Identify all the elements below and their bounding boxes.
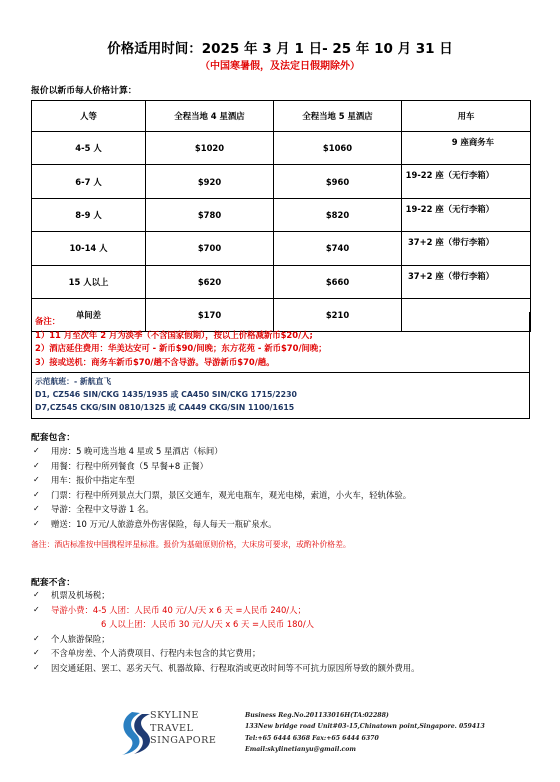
check-icon: ✓ [33,475,40,484]
price-table [31,100,531,332]
star5-price-cell: $660 [274,265,402,298]
check-icon: ✓ [33,504,40,513]
group-cell: 6-7 人 [32,165,146,198]
list-item: ✓ 用房：5 晚可选当地 4 星或 5 星酒店（标间） [31,444,411,459]
flight-line: D7,CZ545 CKG/SIN 0810/1325 或 CA449 CKG/SIN 1100/1615 [35,402,295,412]
remark-line: 3）接或送机：商务车新币$70/趟不含导游。导游新币$70/趟。 [35,356,275,367]
remark-line: 2）酒店延住费用：华美达安可 - 新币$90/间晚；东方花苑 - 新币$70/间晚； [35,343,327,354]
vehicle-cell: 37+2 座（带行李箱） [402,265,531,298]
table-row [32,265,531,298]
list-item: ✓ 用餐：行程中所列餐食（5 早餐+8 正餐） [31,459,411,474]
list-item: ✓ 导游：全程中文导游 1 名。 [31,502,411,517]
check-icon: ✓ [33,460,40,470]
list-item: 6 人以上团：人民币 30 元/人/天 x 6 天 =人民币 180/人 [101,619,315,629]
business-phone: Tel:+65 6444 6368 Fax:+65 6444 6370 [245,734,379,742]
included-list [31,444,411,531]
table-header-row [32,101,531,132]
list-item: ✓ 因交通延阻、罢工、恶劣天气、机器故障、行程取消或更改时间等不可抗力原因所导致的额外费用。 [31,661,420,676]
business-reg: Business Reg.No.201133016H(TA:02288) [245,712,389,719]
logo-line: SKYLINE [150,710,199,721]
star5-price-cell: $210 [274,298,402,331]
vehicle-cell: 19-22 座（无行李箱） [402,198,531,231]
check-icon: ✓ [33,648,40,657]
excluded-title: 配套不含： [31,578,75,588]
list-item: ✓ 用车：报价中指定车型 [31,473,411,488]
column-header: 人等 [32,101,146,132]
group-cell: 单间差 [32,298,146,331]
excluded-list [31,588,420,675]
included-title: 配套包含： [31,433,75,443]
list-item: ✓ 机票及机场税； [31,588,420,603]
remarks-box [31,312,530,419]
remarks-section [32,312,529,373]
check-icon: ✓ [33,633,40,643]
table-row [32,198,531,231]
business-email: Email:skylinetianyu@gmail.com [245,746,356,754]
group-cell: 4-5 人 [32,132,146,165]
star4-price-cell: $700 [146,232,274,265]
check-icon: ✓ [33,590,40,599]
star4-price-cell: $1020 [146,132,274,165]
star5-price-cell: $960 [274,165,402,198]
group-cell: 10-14 人 [32,232,146,265]
flights-section [32,373,529,418]
logo-line: SINGAPORE [150,735,217,746]
star4-price-cell: $780 [146,198,274,231]
vehicle-cell: 19-22 座（无行李箱） [402,165,531,198]
star4-price-cell: $170 [146,298,274,331]
star5-price-cell: $1060 [274,132,402,165]
column-header: 用车 [402,101,531,132]
included-note: 备注：酒店标准按中国携程评星标准。报价为基础原则价格，大床房可要求，或酌补价格差。 [31,540,351,549]
list-item: ✓ 不含单房差、个人消费项目、行程内未包含的其它费用； [31,646,420,661]
list-item: ✓ 门票：行程中所列景点大门票，景区交通车，观光电瓶车，观光电梯，索道，小火车，轻轨体验。 [31,488,411,503]
check-icon: ✓ [33,604,40,614]
page-subtitle: （中国寒暑假，及法定日假期除外） [200,61,360,72]
flight-line: D1, CZ546 SIN/CKG 1435/1935 或 CA450 SIN/CKG 1715/2230 [35,389,297,399]
group-cell: 15 人以上 [32,265,146,298]
vehicle-cell: 37+2 座（带行李箱） [402,232,531,265]
flights-title: 示范航班：- 新航直飞 [35,377,112,387]
star5-price-cell: $820 [274,198,402,231]
business-address: 133New bridge road Unit#03-15,Chinatown point,Singapore. 059413 [245,723,485,731]
table-row [32,165,531,198]
page-title: 价格适用时间：2025 年 3 月 1 日- 25 年 10 月 31 日 [107,41,453,57]
remarks-title: 备注： [35,316,61,326]
check-icon: ✓ [33,518,40,528]
table-row [32,132,531,165]
list-item: ✓ 个人旅游保险； [31,632,420,647]
vehicle-cell: 9 座商务车 [402,132,531,165]
check-icon: ✓ [33,662,40,672]
star4-price-cell: $920 [146,165,274,198]
column-header: 全程当地 5 星酒店 [274,101,402,132]
list-item: ✓ 导游小费：4-5 人团：人民币 40 元/人/天 x 6 天 =人民币 240/人； [31,603,420,618]
logo-line: TRAVEL [150,722,194,734]
price-note: 报价以新币每人价格计算： [31,86,137,96]
column-header: 全程当地 4 星酒店 [146,101,274,132]
list-item: ✓ 赠送：10 万元/人旅游意外伤害保险，每人每天一瓶矿泉水。 [31,517,411,532]
star4-price-cell: $620 [146,265,274,298]
star5-price-cell: $740 [274,232,402,265]
business-info [245,710,485,756]
table-row [32,232,531,265]
remark-line: 1）11 月至次年 2 月为淡季（不含国家假期），按以上价格减新币$20/人; [35,329,313,340]
group-cell: 8-9 人 [32,198,146,231]
check-icon: ✓ [33,489,40,499]
logo-text [150,710,216,748]
check-icon: ✓ [33,446,40,455]
